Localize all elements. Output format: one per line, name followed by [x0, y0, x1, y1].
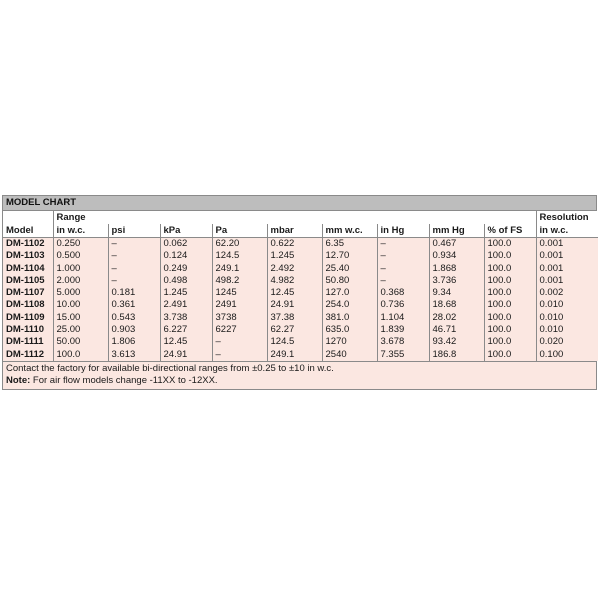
table-cell: 50.80: [322, 275, 377, 287]
table-cell: 127.0: [322, 287, 377, 299]
header-row-top: [3, 211, 598, 224]
column-header: in Hg: [377, 224, 429, 238]
table-cell: 2.491: [160, 299, 212, 311]
table-cell: 100.0: [484, 275, 536, 287]
table-cell: 2.492: [267, 263, 322, 275]
table-cell: 381.0: [322, 312, 377, 324]
table-cell: 1.000: [53, 263, 108, 275]
table-cell: 1.839: [377, 324, 429, 336]
table-cell: 0.543: [108, 312, 160, 324]
table-cell: –: [212, 349, 267, 361]
table-cell: 1245: [212, 287, 267, 299]
table-cell: 100.0: [53, 349, 108, 361]
table-cell: 0.467: [429, 238, 484, 251]
table-row: [3, 287, 598, 299]
table-cell: 6.35: [322, 238, 377, 251]
header-resolution: Resolution: [536, 211, 598, 224]
table-cell: 1.806: [108, 336, 160, 348]
table-cell: 0.001: [536, 250, 598, 262]
table-cell: –: [212, 336, 267, 348]
table-cell: 635.0: [322, 324, 377, 336]
table-cell: 37.38: [267, 312, 322, 324]
table-cell: 10.00: [53, 299, 108, 311]
table-row: [3, 263, 598, 275]
column-header: psi: [108, 224, 160, 238]
column-header: % of FS: [484, 224, 536, 238]
table-cell: 100.0: [484, 336, 536, 348]
model-cell: DM-1112: [3, 349, 53, 361]
table-cell: 100.0: [484, 287, 536, 299]
table-cell: 2491: [212, 299, 267, 311]
table-cell: –: [108, 275, 160, 287]
table-cell: 12.45: [267, 287, 322, 299]
note-bidirectional: Contact the factory for available bi-directional ranges from ±0.25 to ±10 in w.c.: [6, 362, 334, 374]
table-cell: 24.91: [160, 349, 212, 361]
table-cell: 0.249: [160, 263, 212, 275]
table-cell: 15.00: [53, 312, 108, 324]
table-cell: 0.124: [160, 250, 212, 262]
table-cell: 3738: [212, 312, 267, 324]
table-cell: 12.45: [160, 336, 212, 348]
note-airflow: [6, 375, 593, 387]
notes: [3, 361, 596, 389]
table-cell: –: [108, 263, 160, 275]
table-row: [3, 238, 598, 251]
table-cell: 0.100: [536, 349, 598, 361]
table-cell: –: [377, 238, 429, 251]
column-header: mbar: [267, 224, 322, 238]
table-body: [3, 238, 598, 361]
table-cell: –: [377, 250, 429, 262]
table-cell: 124.5: [267, 336, 322, 348]
table-cell: 0.001: [536, 263, 598, 275]
table-cell: 0.020: [536, 336, 598, 348]
model-cell: DM-1107: [3, 287, 53, 299]
note-airflow-text: For air flow models change -11XX to -12XX.: [32, 374, 218, 386]
table-cell: 124.5: [212, 250, 267, 262]
table-cell: 0.498: [160, 275, 212, 287]
header-row: [3, 224, 598, 238]
table-cell: 3.736: [429, 275, 484, 287]
table-cell: 50.00: [53, 336, 108, 348]
table-cell: 249.1: [212, 263, 267, 275]
table-cell: 0.002: [536, 287, 598, 299]
chart-title: MODEL CHART: [3, 196, 596, 211]
table-row: [3, 250, 598, 262]
table-cell: 1.868: [429, 263, 484, 275]
table-cell: 0.736: [377, 299, 429, 311]
table-cell: 1.245: [160, 287, 212, 299]
header-range: Range: [53, 211, 108, 224]
table-cell: 1270: [322, 336, 377, 348]
table-cell: 12.70: [322, 250, 377, 262]
table-row: [3, 275, 598, 287]
table-cell: 498.2: [212, 275, 267, 287]
table-cell: 62.20: [212, 238, 267, 251]
table-cell: 0.010: [536, 324, 598, 336]
table-cell: 0.368: [377, 287, 429, 299]
table-cell: 46.71: [429, 324, 484, 336]
model-cell: DM-1105: [3, 275, 53, 287]
table-cell: 186.8: [429, 349, 484, 361]
table-cell: 0.001: [536, 238, 598, 251]
table-cell: 0.934: [429, 250, 484, 262]
table-cell: 0.903: [108, 324, 160, 336]
column-header: mm Hg: [429, 224, 484, 238]
table-cell: 3.613: [108, 349, 160, 361]
header-blank: [3, 211, 53, 224]
table-cell: 1.245: [267, 250, 322, 262]
table-cell: 0.500: [53, 250, 108, 262]
column-header: mm w.c.: [322, 224, 377, 238]
table-cell: 249.1: [267, 349, 322, 361]
column-header: kPa: [160, 224, 212, 238]
table-cell: 25.00: [53, 324, 108, 336]
table-row: [3, 336, 598, 348]
table-cell: 0.062: [160, 238, 212, 251]
table-cell: 3.678: [377, 336, 429, 348]
table-row: [3, 299, 598, 311]
model-cell: DM-1103: [3, 250, 53, 262]
table-cell: 5.000: [53, 287, 108, 299]
table-cell: 0.181: [108, 287, 160, 299]
table-cell: 254.0: [322, 299, 377, 311]
table-cell: 100.0: [484, 250, 536, 262]
table-cell: 0.361: [108, 299, 160, 311]
column-header: in w.c.: [536, 224, 598, 238]
column-header: Pa: [212, 224, 267, 238]
table-cell: –: [377, 263, 429, 275]
table-row: [3, 324, 598, 336]
model-cell: DM-1102: [3, 238, 53, 251]
model-cell: DM-1108: [3, 299, 53, 311]
model-cell: DM-1111: [3, 336, 53, 348]
table-cell: 1.104: [377, 312, 429, 324]
table-cell: 2540: [322, 349, 377, 361]
table-cell: 24.91: [267, 299, 322, 311]
model-cell: DM-1104: [3, 263, 53, 275]
table-cell: 100.0: [484, 324, 536, 336]
table-cell: –: [108, 238, 160, 251]
table-cell: –: [377, 275, 429, 287]
table-cell: 0.010: [536, 312, 598, 324]
table-cell: 100.0: [484, 312, 536, 324]
table-cell: 100.0: [484, 263, 536, 275]
table-cell: 100.0: [484, 299, 536, 311]
column-header: in w.c.: [53, 224, 108, 238]
table-cell: 25.40: [322, 263, 377, 275]
model-cell: DM-1110: [3, 324, 53, 336]
model-table: [3, 211, 598, 361]
table-cell: 0.001: [536, 275, 598, 287]
table-cell: 6227: [212, 324, 267, 336]
table-cell: 0.250: [53, 238, 108, 251]
table-cell: 2.000: [53, 275, 108, 287]
model-chart: [2, 195, 597, 390]
table-cell: 6.227: [160, 324, 212, 336]
table-cell: 4.982: [267, 275, 322, 287]
table-cell: 100.0: [484, 349, 536, 361]
table-cell: 0.622: [267, 238, 322, 251]
table-cell: 9.34: [429, 287, 484, 299]
table-cell: 100.0: [484, 238, 536, 251]
table-cell: 7.355: [377, 349, 429, 361]
table-row: [3, 312, 598, 324]
table-cell: 0.010: [536, 299, 598, 311]
table-cell: 93.42: [429, 336, 484, 348]
model-cell: DM-1109: [3, 312, 53, 324]
table-cell: 28.02: [429, 312, 484, 324]
table-row: [3, 349, 598, 361]
table-cell: 3.738: [160, 312, 212, 324]
note-label: Note:: [6, 374, 31, 386]
table-cell: 62.27: [267, 324, 322, 336]
table-cell: 18.68: [429, 299, 484, 311]
column-header: Model: [3, 224, 53, 238]
table-cell: –: [108, 250, 160, 262]
